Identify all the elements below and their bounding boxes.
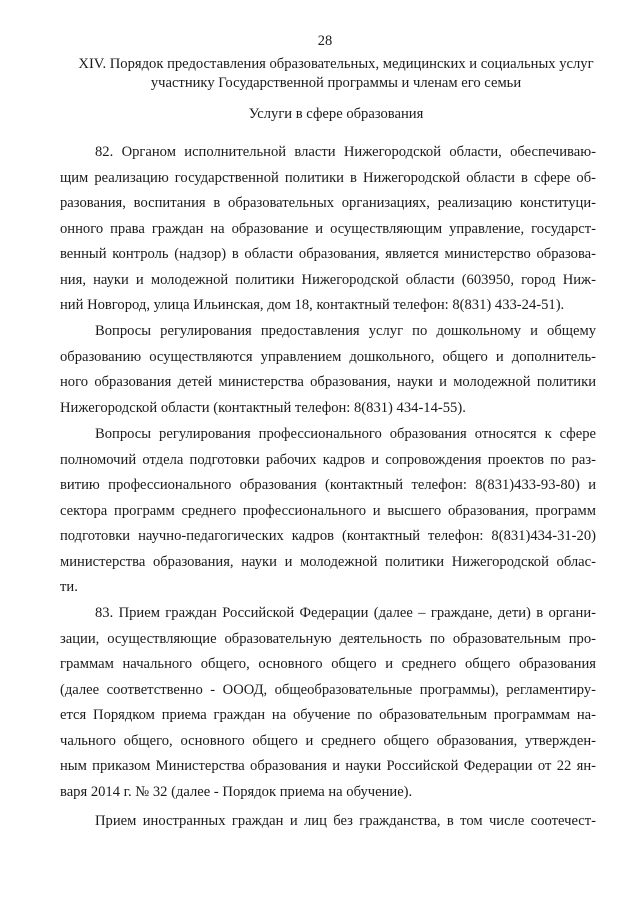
text-line: чального общего, основного общего и среднего общего образования, утвержден-	[60, 733, 596, 749]
text-line: варя 2014 г. № 32 (далее - Порядок приема на обучение).	[60, 784, 413, 800]
text-line: Вопросы регулирования профессионального образования относятся к сфере	[95, 426, 596, 442]
text-line: подготовки научно-педагогических кадров (контактный телефон: 8(831)434-31-20)	[60, 528, 596, 544]
text-line: образованию осуществляются управлением дошкольного, общего и дополнитель-	[60, 349, 596, 365]
text-line: онного права граждан на образование и осуществляющим управление, государст-	[60, 221, 596, 237]
text-line: щим реализацию государственной политики в Нижегородской области в сфере об-	[60, 170, 596, 186]
text-line: ется Порядком приема граждан на обучение по образовательным программам на-	[60, 707, 596, 723]
text-line: 83. Прием граждан Российской Федерации (далее – граждане, дети) в органи-	[95, 605, 596, 621]
section-title	[56, 55, 616, 93]
text-line: ным приказом Министерства образования и науки Российской Федерации от 22 ян-	[60, 758, 596, 774]
text-line: 82. Органом исполнительной власти Нижегородской области, обеспечиваю-	[95, 144, 596, 160]
text-line: граммам начального общего, основного общего и среднего общего образования	[60, 656, 596, 672]
text-line: сектора программ среднего профессионального и высшего образования, программ	[60, 503, 596, 519]
section-title-line-1: XIV. Порядок предоставления образовательных, медицинских и социальных услуг	[78, 56, 594, 72]
text-line: ний Новгород, улица Ильинская, дом 18, контактный телефон: 8(831) 433-24-51).	[60, 297, 565, 313]
text-line: ного образования детей министерства образования, науки и молодежной политики	[60, 374, 596, 390]
text-line: зации, осуществляющие образовательную деятельность по образовательным про-	[60, 631, 596, 647]
text-line: полномочий отдела подготовки рабочих кадров и сопровождения проектов по раз-	[60, 452, 596, 468]
text-line: министерства образования, науки и молодежной политики Нижегородской облас-	[60, 554, 596, 570]
subsection-title: Услуги в сфере образования	[248, 106, 424, 122]
text-line: ти.	[60, 579, 78, 595]
section-title-line-2: участнику Государственной программы и членам его семьи	[150, 75, 522, 91]
text-line: (далее соответственно - ОООД, общеобразовательные программы), регламентиру-	[60, 682, 596, 698]
text-line: Нижегородской области (контактный телефон: 8(831) 434-14-55).	[60, 400, 466, 416]
page-number: 28	[317, 33, 333, 49]
text-line: витию профессионального образования (контактный телефон: 8(831)433-93-80) и	[60, 477, 596, 493]
text-line: Прием иностранных граждан и лиц без гражданства, в том числе соотечест-	[95, 813, 596, 829]
text-line: ния, науки и молодежной политики Нижегородской области (603950, город Ниж-	[60, 272, 596, 288]
text-line: венный контроль (надзор) в области образования, является министерство образова-	[60, 246, 596, 262]
text-line: разования, воспитания в образовательных организациях, реализацию конституци-	[60, 195, 596, 211]
text-line: Вопросы регулирования предоставления услуг по дошкольному и общему	[95, 323, 596, 339]
